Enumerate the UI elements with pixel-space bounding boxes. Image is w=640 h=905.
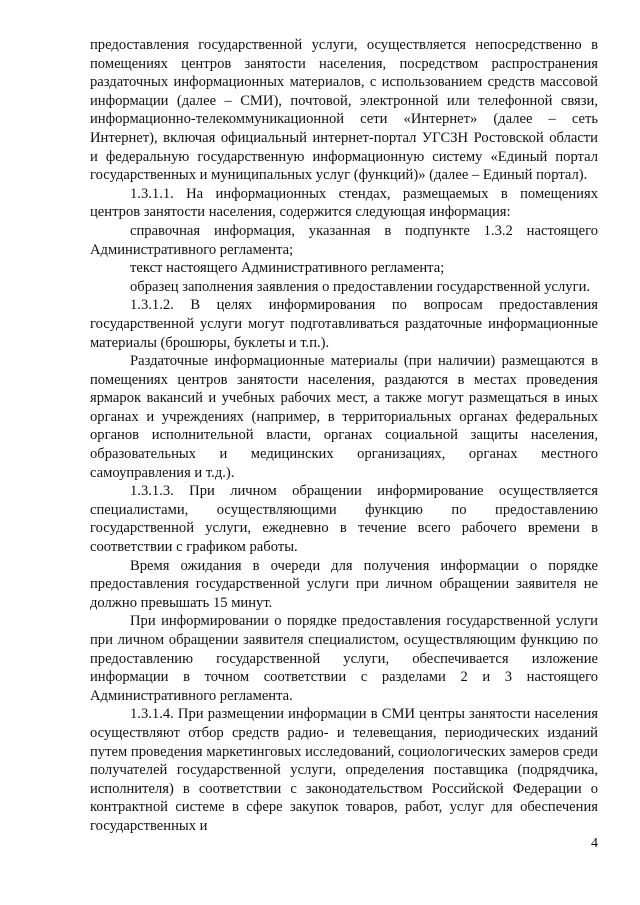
document-body: [90, 36, 598, 836]
paragraph-reference-info: справочная информация, указанная в подпункте 1.3.2 настоящего Административного регламента;: [90, 222, 598, 258]
paragraph-handout-materials: Раздаточные информационные материалы (при наличии) размещаются в помещениях центров занятости населения, раздаются в местах проведения ярмарок вакансий и учебных рабочих мест, а также могут размещаться в иных органах и учреждениях (например, в территориальных органах федеральных органов исполнительной власти, органах социальной защиты населения, образовательных и медицинских организациях, органах местного самоуправления и т.д.).: [90, 353, 598, 481]
paragraph-regulation-text: текст настоящего Административного регламента;: [130, 260, 445, 277]
paragraph-1-3-1-4: 1.3.1.4. При размещении информации в СМИ центры занятости населения осуществляют отбор средств радио- и телевещания, периодических изданий путем проведения маркетинговых исследований, социологических замеров среди получателей государственной услуги, определения поставщика (подрядчика, исполнителя) в соответствии с законодательством Российской Федерации о контрактной системе в сфере закупок товаров, работ, услуг для обеспечения государственных и: [90, 706, 598, 834]
paragraph-1-3-1-2: 1.3.1.2. В целях информирования по вопросам предоставления государственной услуги могут подготавливаться раздаточные информационные материалы (брошюры, буклеты и т.п.).: [90, 297, 598, 351]
paragraph-intro-continuation: предоставления государственной услуги, осуществляется непосредственно в помещениях центров занятости населения, посредством распространения раздаточных информационных материалов, с использованием средств массовой информации (далее – СМИ), почтовой, электронной или телефонной связи, информационно-телекоммуникационной сети «Интернет» (далее – сеть Интернет), включая официальный интернет-портал УГСЗН Ростовской области и федеральную государственную информационную систему «Единый портал государственных и муниципальных услуг (функций)» (далее – Единый портал).: [90, 37, 598, 184]
paragraph-waiting-time: Время ожидания в очереди для получения информации о порядке предоставления государственной услуги при личном обращении заявителя не должно превышать 15 минут.: [90, 557, 598, 611]
paragraph-personal-informing: При информировании о порядке предоставления государственной услуги при личном обращении заявителя специалистом, осуществляющим функцию по предоставлению государственной услуги, обеспечивается изложение информации в точном соответствии с разделами 2 и 3 настоящего Административного регламента.: [90, 613, 598, 704]
paragraph-1-3-1-1: 1.3.1.1. На информационных стендах, размещаемых в помещениях центров занятости населения, содержится следующая информация:: [90, 185, 598, 221]
paragraph-1-3-1-3: 1.3.1.3. При личном обращении информирование осуществляется специалистами, осуществляющими функцию по предоставлению государственной услуги, ежедневно в течение всего рабочего времени в соответствии с графиком работы.: [90, 483, 598, 556]
page-number: 4: [591, 836, 598, 851]
paragraph-application-sample: образец заполнения заявления о предоставлении государственной услуги.: [130, 278, 591, 295]
